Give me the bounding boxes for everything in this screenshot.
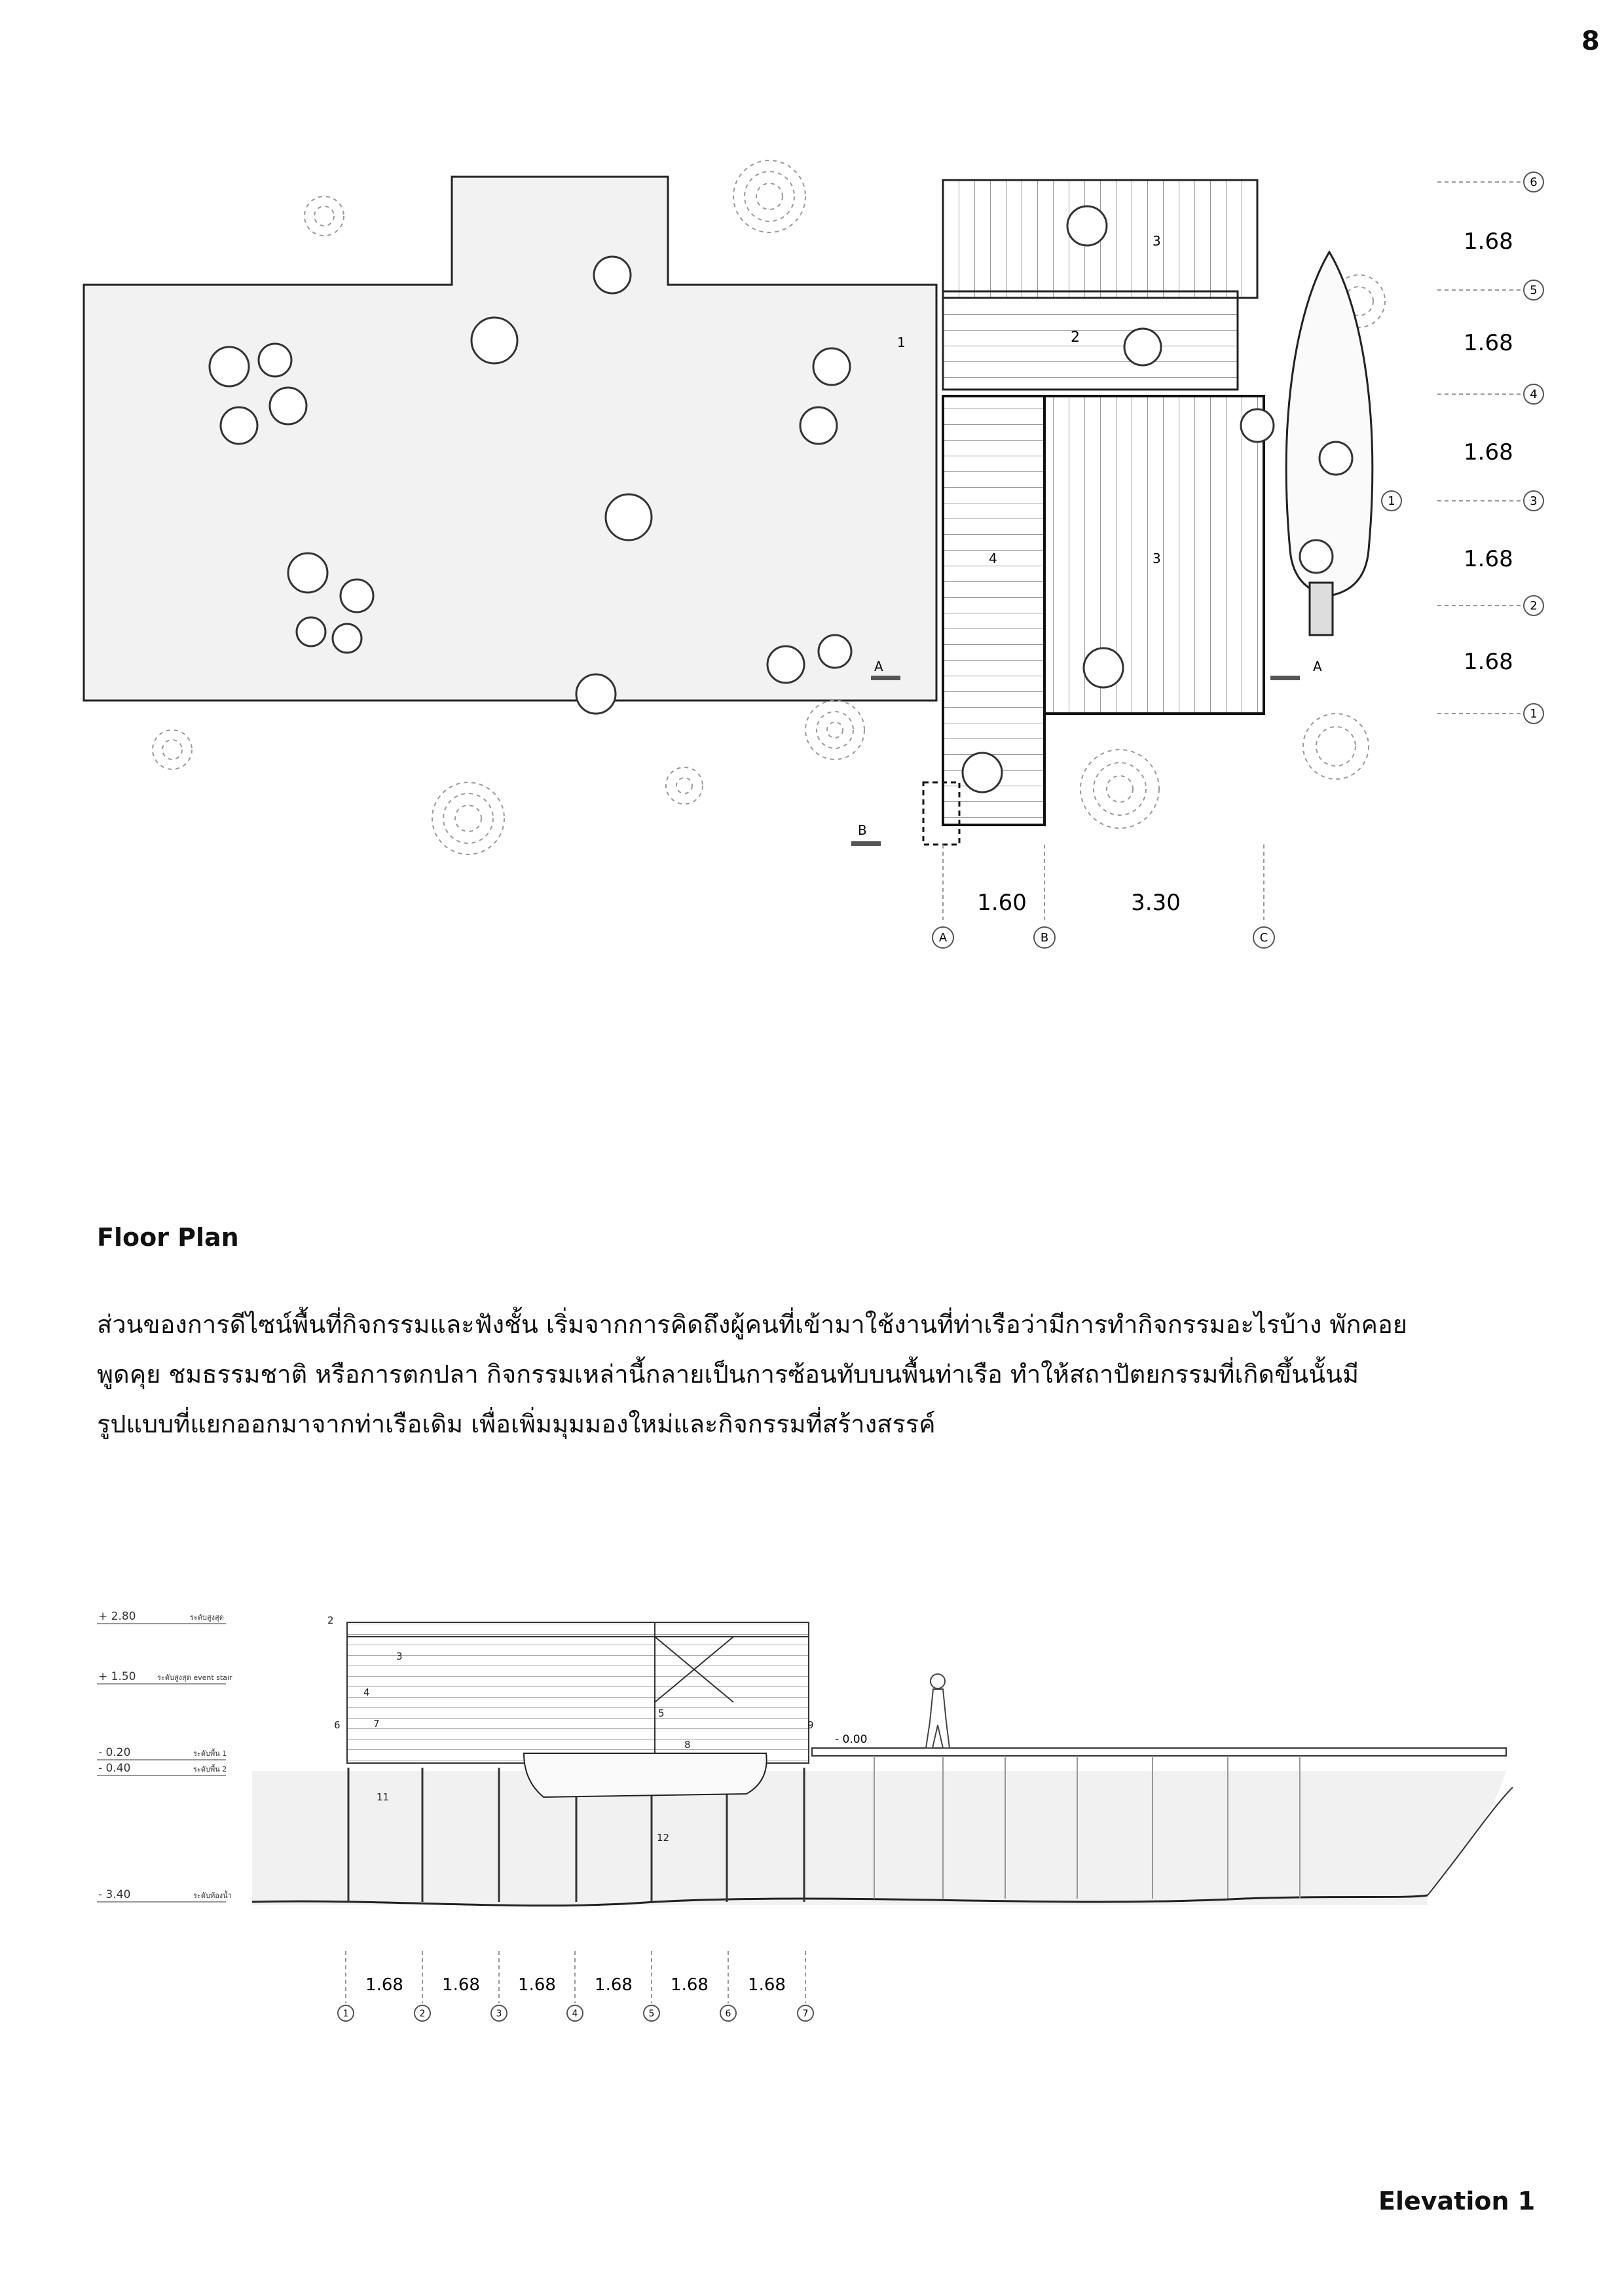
water-body — [252, 1771, 1506, 1905]
description-line-2: พูดคุย ชมธรรมชาติ หรือการตกปลา กิจกรรมเหล่านี้กลายเป็นการซ้อนทับบนพื้นท่าเรือ ทำให้สถาปัตยกรรมที่เกิดขึ้นนั้นมี — [97, 1360, 1359, 1389]
person-walking — [926, 1674, 950, 1748]
elev-dim-5: 1.68 — [671, 1975, 709, 1995]
zone-label-3-top: 3 — [1153, 233, 1161, 249]
elev-dim-6: 1.68 — [748, 1975, 786, 1995]
elevation-title: Elevation 1 — [1378, 2187, 1536, 2215]
part-label-8: 8 — [684, 1739, 691, 1751]
level-value-5: - 3.40 — [98, 1888, 131, 1901]
zone-label-4: 4 — [989, 551, 997, 566]
level-label-4: ระดับพื้น 2 — [193, 1765, 227, 1774]
zone-label-2: 2 — [1071, 329, 1080, 346]
floor-plan-drawing — [0, 0, 1624, 982]
deck-zone-2 — [943, 291, 1238, 390]
level-label-2: ระดับสูงสุด event stair — [157, 1673, 232, 1682]
part-label-11: 11 — [377, 1791, 390, 1803]
level-label-5: ระดับท้องน้ำ — [193, 1891, 232, 1900]
level-label-1: ระดับสูงสุด — [190, 1613, 224, 1622]
part-label-3: 3 — [396, 1650, 403, 1662]
part-label-6: 6 — [334, 1719, 341, 1731]
elev-dim-4: 1.68 — [595, 1975, 633, 1995]
floor-plan-title: Floor Plan — [97, 1223, 239, 1252]
level-value-2: + 1.50 — [98, 1670, 136, 1683]
col-mark-a: A — [938, 931, 948, 945]
pavilion — [347, 1622, 809, 1763]
zone-label-1: 1 — [897, 335, 906, 350]
zone-label-3-main: 3 — [1153, 551, 1161, 566]
section-mark-a-right: A — [1313, 659, 1322, 674]
part-label-4: 4 — [363, 1686, 370, 1698]
elevation-drawing — [0, 1571, 1624, 2147]
row-dim-5: 1.68 — [1464, 649, 1513, 675]
elev-grid-1: 1 — [342, 2009, 349, 2019]
walkway-deck — [812, 1748, 1506, 1756]
row-mark-2: 2 — [1530, 599, 1538, 613]
level-value-3: - 0.20 — [98, 1746, 131, 1759]
section-mark-a-left: A — [874, 659, 883, 674]
page-number: 8 — [1581, 26, 1600, 56]
elev-grid-6: 6 — [725, 2009, 731, 2019]
part-label-2: 2 — [327, 1614, 334, 1626]
row-mark-6: 6 — [1530, 175, 1538, 189]
elev-dim-2: 1.68 — [442, 1975, 480, 1995]
elev-grid-5: 5 — [648, 2009, 655, 2019]
section-mark-b: B — [858, 822, 867, 838]
col-dim-1: 1.60 — [977, 890, 1027, 916]
row-dim-2: 1.68 — [1464, 330, 1513, 356]
elev-grid-2: 2 — [419, 2009, 426, 2019]
level-value-1: + 2.80 — [98, 1610, 136, 1623]
part-label-9: 9 — [807, 1719, 814, 1731]
level-markers — [97, 1610, 232, 1902]
description-paragraph — [97, 1300, 1551, 1449]
boat-row-mark: 1 — [1388, 494, 1395, 508]
level-label-3: ระดับพื้น 1 — [193, 1749, 227, 1758]
elev-grid-4: 4 — [572, 2009, 578, 2019]
part-label-7: 7 — [373, 1718, 380, 1730]
description-line-3: รูปแบบที่แยกออกมาจากท่าเรือเดิม เพื่อเพิ่มมุมมองใหม่และกิจกรรมที่สร้างสรรค์ — [97, 1410, 936, 1438]
part-label-5: 5 — [658, 1707, 665, 1719]
deck-level-label: - 0.00 — [835, 1733, 868, 1746]
elev-grid-7: 7 — [802, 2009, 809, 2019]
description-line-1: ส่วนของการดีไซน์พื้นที่กิจกรรมและฟังชั้น เริ่มจากการคิดถึงผู้คนที่เข้ามาใช้งานที่ท่าเรือว่ามีการทำกิจกรรมอะไรบ้าง พักคอย — [97, 1310, 1408, 1339]
row-mark-3: 3 — [1530, 494, 1538, 508]
row-dim-4: 1.68 — [1464, 546, 1513, 572]
col-mark-b: B — [1040, 931, 1049, 945]
col-dim-2: 3.30 — [1131, 890, 1181, 916]
elev-dim-1: 1.68 — [365, 1975, 403, 1995]
level-value-4: - 0.40 — [98, 1762, 131, 1775]
row-dim-1: 1.68 — [1464, 228, 1513, 255]
row-mark-5: 5 — [1530, 283, 1538, 297]
row-mark-4: 4 — [1530, 388, 1538, 401]
col-mark-c: C — [1259, 931, 1268, 945]
boat-elevation — [524, 1753, 767, 1797]
row-mark-1: 1 — [1530, 707, 1538, 721]
elev-grid-3: 3 — [496, 2009, 502, 2019]
elev-dim-3: 1.68 — [518, 1975, 556, 1995]
row-dim-3: 1.68 — [1464, 439, 1513, 465]
part-label-12: 12 — [657, 1832, 670, 1844]
